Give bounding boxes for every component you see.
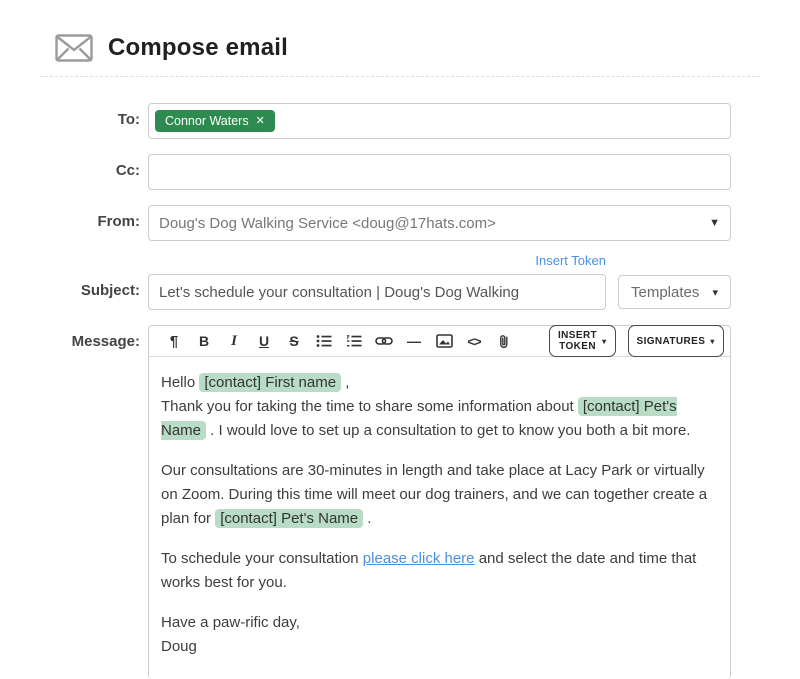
contact-token[interactable]: [contact] Pet's Name (215, 509, 363, 528)
insert-token-row (8, 252, 731, 270)
chevron-down-icon: ▾ (710, 336, 715, 346)
compose-form (8, 103, 731, 679)
link-icon[interactable] (369, 328, 399, 354)
paragraph-format-icon[interactable]: ¶ (159, 328, 189, 354)
code-icon[interactable]: <> (459, 328, 489, 354)
editor-toolbar (149, 326, 730, 357)
remove-recipient-icon[interactable]: ✕ (255, 114, 265, 127)
to-row (8, 103, 731, 139)
bullet-list-icon[interactable] (309, 328, 339, 354)
subject-label: Subject: (80, 282, 140, 299)
chevron-down-icon: ▾ (712, 286, 718, 299)
page-header (55, 34, 800, 62)
bold-icon[interactable]: B (189, 328, 219, 354)
underline-icon[interactable]: U (249, 328, 279, 354)
from-row (8, 205, 731, 241)
contact-token[interactable]: [contact] Pet's Name (161, 398, 677, 439)
cc-row (8, 154, 731, 190)
strikethrough-icon[interactable]: S (279, 328, 309, 354)
signatures-button[interactable]: SIGNATURES ▾ (628, 325, 724, 357)
italic-icon[interactable]: I (219, 328, 249, 354)
body-link[interactable]: please click here (362, 550, 475, 567)
from-value: Doug's Dog Walking Service <doug@17hats.com> (159, 214, 496, 232)
templates-button[interactable]: Templates ▾ (618, 275, 731, 309)
cc-input[interactable] (148, 154, 731, 190)
message-body[interactable]: Hello [contact] First name , Thank you for taking the time to share some information about [contact] Pet's Name . I would love to set up a consultation to get to know you both a bit more. Our consultations are 30-minutes in length and take place at Lacy Park or virtually on Zoom. During this time will meet our dog trainers, and we can together create a plan for [contact] Pet's Name . To schedule your consultation please click here and select the date and time that works best for you. Have a paw-rific day, Doug (161, 374, 708, 655)
message-editor (148, 325, 731, 679)
contact-token[interactable]: [contact] First name (199, 373, 341, 392)
attachment-icon[interactable] (489, 328, 519, 354)
insert-token-button[interactable]: INSERT TOKEN ▾ (549, 325, 616, 357)
image-icon[interactable] (429, 328, 459, 354)
subject-input[interactable] (148, 274, 606, 310)
to-input[interactable] (148, 103, 731, 139)
from-select[interactable] (148, 205, 731, 241)
message-row (8, 325, 731, 679)
envelope-icon (55, 34, 93, 62)
insert-token-link[interactable]: Insert Token (535, 253, 606, 268)
horizontal-rule-icon[interactable]: — (399, 328, 429, 354)
from-label: From: (97, 213, 140, 230)
to-label: To: (117, 111, 140, 128)
chevron-down-icon: ▼ (709, 217, 720, 229)
subject-row (8, 274, 731, 310)
message-label: Message: (71, 333, 140, 350)
cc-label: Cc: (115, 162, 140, 179)
recipient-name: Connor Waters (165, 113, 249, 128)
page-title: Compose email (108, 34, 288, 61)
compose-email-page (0, 34, 800, 674)
ordered-list-icon[interactable] (339, 328, 369, 354)
chevron-down-icon: ▾ (602, 336, 607, 346)
header-divider (40, 76, 760, 77)
recipient-chip[interactable] (155, 110, 275, 133)
